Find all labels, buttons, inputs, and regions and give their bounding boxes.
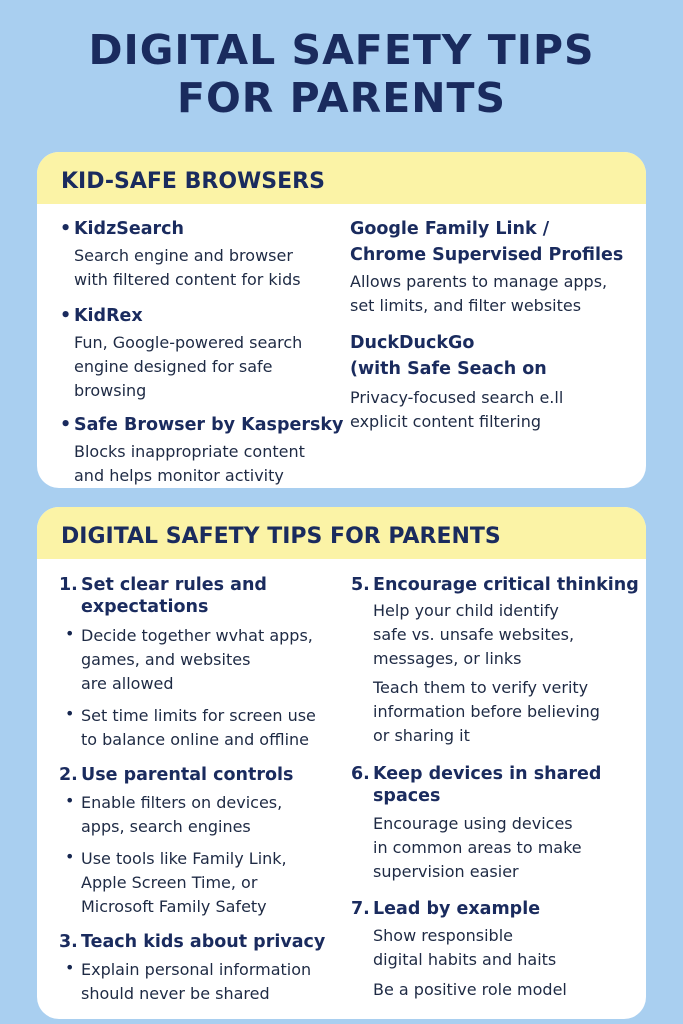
- name-line: (with Safe Seach on: [350, 359, 547, 379]
- tip-2-title: [59, 764, 349, 786]
- tip-2-bullet-2: [59, 847, 349, 919]
- browser-name-kaspersky: • Safe Browser by Kaspersky: [60, 414, 360, 436]
- browser-name-family-link: [350, 218, 640, 266]
- bullet-line: games, and websites: [81, 650, 251, 669]
- text-line: digital habits and haits: [373, 950, 557, 969]
- browser-name-duckduckgo: [350, 332, 640, 380]
- desc-line: Fun, Google-powered search: [74, 333, 303, 352]
- browser-desc-kaspersky: [60, 440, 360, 488]
- text-line: Show responsible: [373, 926, 513, 945]
- tip-number: 5.: [351, 575, 370, 595]
- bullet-line: • Set time limits for screen use: [81, 706, 316, 725]
- text-line: messages, or links: [373, 649, 522, 668]
- browsers-left-column: [60, 218, 360, 488]
- bullet-line: • Enable filters on devices,: [81, 793, 283, 812]
- tips-right-column: [351, 574, 641, 1002]
- title-line: Keep devices in shared: [373, 764, 602, 784]
- desc-line: Privacy-focused search e.ll: [350, 388, 564, 407]
- browser-desc-family-link: [350, 270, 640, 318]
- tip-3-title: [59, 931, 349, 953]
- text-line: safe vs. unsafe websites,: [373, 625, 575, 644]
- desc-line: and helps monitor activity: [74, 466, 284, 485]
- kid-safe-browsers-card: [37, 152, 646, 488]
- title-line: Teach kids about privacy: [81, 932, 326, 952]
- text-line: or sharing it: [373, 726, 470, 745]
- bullet-line: to balance online and offline: [81, 730, 309, 749]
- title-line: Set clear rules and: [81, 575, 267, 595]
- bullet-line: Microsoft Family Safety: [81, 897, 267, 916]
- bullet-line: are allowed: [81, 674, 174, 693]
- tip-number: 6.: [351, 764, 370, 784]
- name-line: Google Family Link /: [350, 219, 550, 239]
- title-line: Lead by example: [373, 899, 541, 919]
- tip-number: 7.: [351, 899, 370, 919]
- text-line: supervision easier: [373, 862, 519, 881]
- tip-1-title: [59, 574, 349, 618]
- desc-line: Allows parents to manage apps,: [350, 272, 608, 291]
- desc-line: with filtered content for kids: [74, 270, 301, 289]
- tip-number: 3.: [59, 932, 78, 952]
- tip-5-text-1: [351, 599, 641, 671]
- desc-line: set limits, and filter websites: [350, 296, 582, 315]
- text-line: Be a positive role model: [373, 980, 567, 999]
- tip-number: 1.: [59, 575, 78, 595]
- browser-desc-kidzsearch: [60, 244, 360, 292]
- tip-7-title: [351, 898, 641, 920]
- safety-tips-heading: DIGITAL SAFETY TIPS FOR PARENTS: [37, 507, 646, 559]
- bullet-line: • Explain personal information: [81, 960, 312, 979]
- title-line: Encourage critical thinking: [373, 575, 639, 595]
- name-line: Chrome Supervised Profiles: [350, 245, 624, 265]
- browser-name-kidrex: • KidRex: [60, 305, 360, 327]
- desc-line: explicit content filtering: [350, 412, 541, 431]
- text-line: Teach them to verify verity: [373, 678, 589, 697]
- desc-line: Blocks inappropriate content: [74, 442, 305, 461]
- tip-5-title: [351, 574, 641, 596]
- page-title: [0, 26, 683, 122]
- tip-3-bullet-1: [59, 958, 349, 1006]
- desc-line: browsing: [74, 381, 147, 400]
- bullet-line: • Use tools like Family Link,: [81, 849, 287, 868]
- bullet-line: should never be shared: [81, 984, 270, 1003]
- text-line: information before believing: [373, 702, 600, 721]
- browsers-right-column: [350, 218, 640, 434]
- tip-number: 2.: [59, 765, 78, 785]
- bullet-line: apps, search engines: [81, 817, 251, 836]
- tip-1-bullet-2: [59, 704, 349, 752]
- page-title-line-2: FOR PARENTS: [176, 74, 507, 122]
- safety-tips-card: [37, 507, 646, 1019]
- tip-2-bullet-1: [59, 791, 349, 839]
- kid-safe-browsers-heading: KID-SAFE BROWSERS: [37, 152, 646, 204]
- tip-7-text-2: [351, 978, 641, 1002]
- title-line: expectations: [81, 597, 209, 617]
- browser-desc-kidrex: [60, 331, 360, 403]
- tip-7-text-1: [351, 924, 641, 972]
- desc-line: engine designed for safe: [74, 357, 273, 376]
- desc-line: Search engine and browser: [74, 246, 293, 265]
- tip-1-bullet-1: [59, 624, 349, 696]
- text-line: in common areas to make: [373, 838, 582, 857]
- tip-6-text-1: [351, 812, 641, 884]
- bullet-line: Apple Screen Time, or: [81, 873, 258, 892]
- page-title-line-1: DIGITAL SAFETY TIPS: [88, 26, 595, 74]
- title-line: Use parental controls: [81, 765, 294, 785]
- tip-5-text-2: [351, 676, 641, 748]
- browser-desc-duckduckgo: [350, 386, 640, 434]
- tip-6-title: [351, 763, 641, 807]
- title-line: spaces: [373, 786, 441, 806]
- browser-name-kidzsearch: • KidzSearch: [60, 218, 360, 240]
- name-line: DuckDuckGo: [350, 333, 475, 353]
- text-line: Encourage using devices: [373, 814, 573, 833]
- tips-left-column: [59, 574, 349, 1006]
- bullet-line: • Decide together wvhat apps,: [81, 626, 313, 645]
- text-line: Help your child identify: [373, 601, 559, 620]
